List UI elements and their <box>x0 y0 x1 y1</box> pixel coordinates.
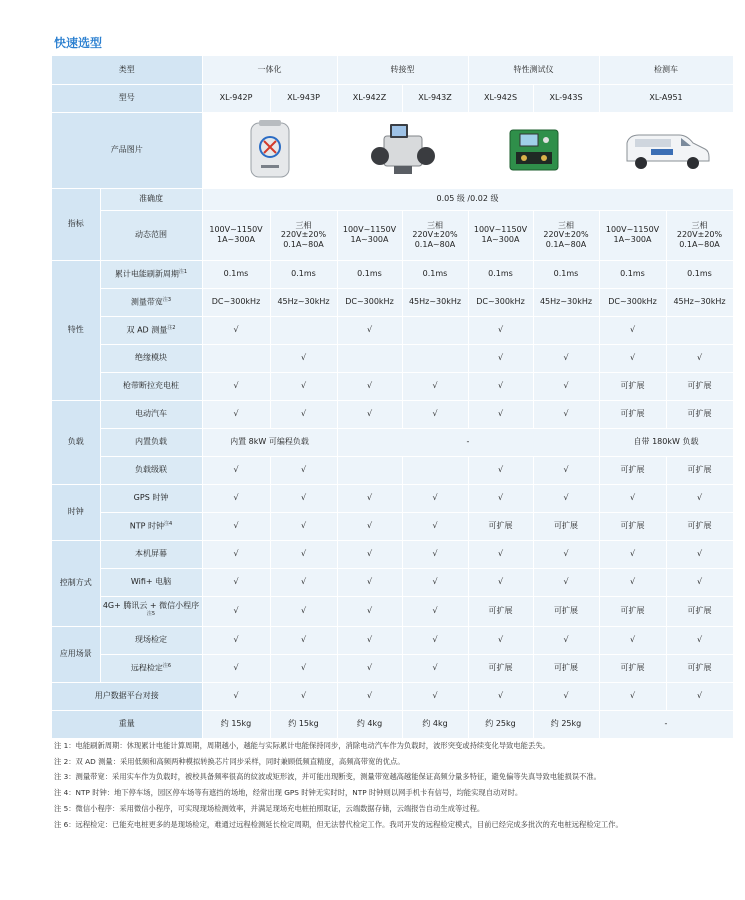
model-label: 型号 <box>52 84 202 112</box>
check-mark: √ <box>202 456 270 484</box>
check-mark: √ <box>533 456 599 484</box>
check-mark: √ <box>270 484 337 512</box>
expandable-text: 可扩展 <box>533 596 599 626</box>
check-mark: √ <box>270 372 337 400</box>
check-mark: √ <box>533 568 599 596</box>
user-platform-label: 用户数据平台对接 <box>52 682 202 710</box>
internal-load-vehicle: 自带 180kW 负载 <box>599 428 733 456</box>
accuracy-label: 准确度 <box>100 188 202 210</box>
expandable-text: 可扩展 <box>599 654 666 682</box>
check-mark: √ <box>599 316 666 344</box>
check-mark: √ <box>468 682 533 710</box>
check-mark: √ <box>468 484 533 512</box>
check-mark: √ <box>402 626 468 654</box>
bandwidth-value: 45Hz~30kHz <box>533 288 599 316</box>
check-mark: √ <box>468 400 533 428</box>
load-cascade-label: 负载级联 <box>100 456 202 484</box>
check-mark: √ <box>402 372 468 400</box>
product-image-row <box>52 112 733 188</box>
check-mark: √ <box>533 484 599 512</box>
gps-row <box>52 484 733 512</box>
check-mark: √ <box>533 626 599 654</box>
expandable-text: 可扩展 <box>599 512 666 540</box>
type-tester: 特性测试仪 <box>468 56 599 84</box>
check-mark: √ <box>202 626 270 654</box>
feature-label: 特性 <box>52 260 100 400</box>
empty-cell <box>402 316 468 344</box>
model-cell: XL-942S <box>468 84 533 112</box>
model-row <box>52 84 733 112</box>
check-mark: √ <box>468 372 533 400</box>
check-mark: √ <box>337 596 402 626</box>
user-platform-row <box>52 682 733 710</box>
gun-switch-label: 枪带断拉充电桩 <box>100 372 202 400</box>
check-mark: √ <box>270 596 337 626</box>
insulation-row <box>52 344 733 372</box>
check-mark: √ <box>468 344 533 372</box>
onsite-label: 现场检定 <box>100 626 202 654</box>
check-mark: √ <box>666 682 733 710</box>
empty-cell <box>270 316 337 344</box>
check-mark: √ <box>533 400 599 428</box>
footnote: 注 2：双 AD 测量：采用低频和高频两种模拟转换芯片同步采样，同时兼顾低频直精度，高频高带宽的优点。 <box>54 756 405 766</box>
product-image-label: 产品图片 <box>52 112 202 188</box>
check-mark: √ <box>337 682 402 710</box>
expandable-text: 可扩展 <box>533 654 599 682</box>
check-mark: √ <box>202 682 270 710</box>
refresh-value: 0.1ms <box>337 260 402 288</box>
refresh-value: 0.1ms <box>468 260 533 288</box>
check-mark: √ <box>402 512 468 540</box>
internal-load-label: 内置负载 <box>100 428 202 456</box>
refresh-value: 0.1ms <box>533 260 599 288</box>
check-mark: √ <box>337 626 402 654</box>
dual-ad-row <box>52 316 733 344</box>
check-mark: √ <box>468 456 533 484</box>
refresh-label: 累计电能刷新周期$^{注1}$ <box>100 260 202 288</box>
check-mark: √ <box>337 316 402 344</box>
check-mark: √ <box>270 512 337 540</box>
refresh-value: 0.1ms <box>599 260 666 288</box>
empty-cell <box>533 316 599 344</box>
gun-switch-row <box>52 372 733 400</box>
check-mark: √ <box>402 654 468 682</box>
adapter-device-image <box>337 112 468 188</box>
wifi-row <box>52 568 733 596</box>
check-mark: √ <box>202 540 270 568</box>
refresh-value: 0.1ms <box>270 260 337 288</box>
check-mark: √ <box>337 540 402 568</box>
load-label: 负载 <box>52 400 100 484</box>
dynamic-range-single: 100V~1150V 1A~300A <box>599 210 666 260</box>
bandwidth-row <box>52 288 733 316</box>
page-title: 快速选型 <box>54 36 103 50</box>
check-mark: √ <box>202 400 270 428</box>
cloud-row <box>52 596 733 626</box>
check-mark: √ <box>202 372 270 400</box>
type-integrated: 一体化 <box>202 56 337 84</box>
weight-value: 约 15kg <box>202 710 270 738</box>
type-row <box>52 56 733 84</box>
empty-cell <box>202 344 270 372</box>
expandable-text: 可扩展 <box>666 512 733 540</box>
ev-row <box>52 400 733 428</box>
check-mark: √ <box>337 372 402 400</box>
scenario-label: 应用场景 <box>52 626 100 682</box>
weight-value: - <box>599 710 733 738</box>
check-mark: √ <box>599 682 666 710</box>
dual-ad-label: 双 AD 测量$^{注2}$ <box>100 316 202 344</box>
check-mark: √ <box>533 344 599 372</box>
internal-load-dash: - <box>337 428 599 456</box>
weight-label: 重量 <box>52 710 202 738</box>
expandable-text: 可扩展 <box>599 456 666 484</box>
check-mark: √ <box>468 540 533 568</box>
check-mark: √ <box>202 596 270 626</box>
footnote: 注 4：NTP 时钟：地下停车场，园区停车场等有遮挡的场地，经常出现 GPS 时钟无实时时，NTP 时钟则以网手机卡有信号，均能实现自动对时。 <box>54 788 523 798</box>
dynamic-range-single: 100V~1150V 1A~300A <box>468 210 533 260</box>
check-mark: √ <box>402 400 468 428</box>
ntp-label: NTP 时钟$^{注4}$ <box>100 512 202 540</box>
check-mark: √ <box>337 400 402 428</box>
model-cell: XL-943P <box>270 84 337 112</box>
accuracy-row <box>52 188 733 210</box>
check-mark: √ <box>202 654 270 682</box>
expandable-text: 可扩展 <box>533 512 599 540</box>
model-cell: XL-943Z <box>402 84 468 112</box>
vehicle-image <box>599 112 733 188</box>
check-mark: √ <box>402 484 468 512</box>
empty-cell <box>402 456 468 484</box>
check-mark: √ <box>402 596 468 626</box>
clock-label: 时钟 <box>52 484 100 540</box>
check-mark: √ <box>666 484 733 512</box>
check-mark: √ <box>402 568 468 596</box>
check-mark: √ <box>202 484 270 512</box>
touch-label: 本机屏幕 <box>100 540 202 568</box>
remote-row <box>52 654 733 682</box>
insulation-label: 绝缘模块 <box>100 344 202 372</box>
wifi-label: Wifi+ 电脑 <box>100 568 202 596</box>
dynamic-range-three: 三相 220V±20% 0.1A~80A <box>402 210 468 260</box>
expandable-text: 可扩展 <box>666 596 733 626</box>
check-mark: √ <box>270 456 337 484</box>
bandwidth-value: DC~300kHz <box>202 288 270 316</box>
weight-value: 约 4kg <box>402 710 468 738</box>
dynamic-range-label: 动态范围 <box>100 210 202 260</box>
empty-cell <box>402 344 468 372</box>
refresh-value: 0.1ms <box>402 260 468 288</box>
load-cascade-row <box>52 456 733 484</box>
footnote: 注 3：测量带宽：采用实车作为负载时，被校具备频率很高的紋波或矩形波，并可能出现断变，测量带宽越高越能保证高频分量多特征，避免偏等失真导致电能损误不准。 <box>54 772 601 782</box>
model-cell: XL-942P <box>202 84 270 112</box>
accuracy-value: 0.05 级 /0.02 级 <box>202 188 733 210</box>
control-label: 控制方式 <box>52 540 100 626</box>
dynamic-range-single: 100V~1150V 1A~300A <box>202 210 270 260</box>
empty-cell <box>337 456 402 484</box>
expandable-text: 可扩展 <box>666 400 733 428</box>
ev-label: 电动汽车 <box>100 400 202 428</box>
weight-value: 约 25kg <box>533 710 599 738</box>
type-label: 类型 <box>52 56 202 84</box>
check-mark: √ <box>202 316 270 344</box>
internal-load-value: 内置 8kW 可编程负载 <box>202 428 337 456</box>
bandwidth-value: 45Hz~30kHz <box>402 288 468 316</box>
check-mark: √ <box>533 540 599 568</box>
refresh-value: 0.1ms <box>666 260 733 288</box>
expandable-text: 可扩展 <box>468 654 533 682</box>
check-mark: √ <box>402 682 468 710</box>
check-mark: √ <box>270 654 337 682</box>
tester-device-image <box>468 112 599 188</box>
expandable-text: 可扩展 <box>468 596 533 626</box>
check-mark: √ <box>270 626 337 654</box>
model-cell: XL-943S <box>533 84 599 112</box>
footnote: 注 1：电能刷新周期：休现累计电能计算周期，周期越小，越能与实际累计电能保持同步，消除电动汽车作为负载时，波形突变或持续变化导致电能丢失。 <box>54 741 550 750</box>
spec-table <box>52 56 734 739</box>
model-cell: XL-A951 <box>599 84 733 112</box>
check-mark: √ <box>468 316 533 344</box>
check-mark: √ <box>337 484 402 512</box>
footnotes <box>54 738 744 832</box>
dynamic-range-three: 三相 220V±20% 0.1A~80A <box>666 210 733 260</box>
weight-value: 约 25kg <box>468 710 533 738</box>
check-mark: √ <box>599 484 666 512</box>
check-mark: √ <box>599 540 666 568</box>
check-mark: √ <box>202 512 270 540</box>
footnote: 注 6：远程检定：已能充电桩更多的是现场检定，难通过远程检测延长检定周期，但无法替代检定工作。我司开发的远程检定模式，目前已经完成多批次的充电桩远程检定工作。 <box>54 819 623 829</box>
check-mark: √ <box>337 568 402 596</box>
check-mark: √ <box>666 568 733 596</box>
expandable-text: 可扩展 <box>468 512 533 540</box>
cloud-label: 4G+ 腾讯云 + 微信小程序$^{注5}$ <box>100 596 202 626</box>
refresh-row <box>52 260 733 288</box>
bandwidth-value: 45Hz~30kHz <box>666 288 733 316</box>
check-mark: √ <box>402 540 468 568</box>
check-mark: √ <box>666 626 733 654</box>
check-mark: √ <box>533 682 599 710</box>
ntp-row <box>52 512 733 540</box>
check-mark: √ <box>270 568 337 596</box>
check-mark: √ <box>666 540 733 568</box>
expandable-text: 可扩展 <box>599 596 666 626</box>
bandwidth-value: DC~300kHz <box>468 288 533 316</box>
onsite-row <box>52 626 733 654</box>
check-mark: √ <box>666 344 733 372</box>
footnote: 注 5：微信小程序：采用微信小程序，可实现现场检测效率，并满足现场充电桩拍照取证，云端数据存储，云端报告自动生成等过程。 <box>54 803 485 813</box>
weight-value: 约 15kg <box>270 710 337 738</box>
integrated-device-image <box>202 112 337 188</box>
check-mark: √ <box>599 344 666 372</box>
empty-cell <box>337 344 402 372</box>
dynamic-range-three: 三相 220V±20% 0.1A~80A <box>533 210 599 260</box>
dynamic-range-single: 100V~1150V 1A~300A <box>337 210 402 260</box>
touch-row <box>52 540 733 568</box>
bandwidth-value: DC~300kHz <box>337 288 402 316</box>
expandable-text: 可扩展 <box>666 456 733 484</box>
gps-label: GPS 时钟 <box>100 484 202 512</box>
weight-row <box>52 710 733 738</box>
expandable-text: 可扩展 <box>599 372 666 400</box>
check-mark: √ <box>337 654 402 682</box>
check-mark: √ <box>270 400 337 428</box>
check-mark: √ <box>599 626 666 654</box>
expandable-text: 可扩展 <box>599 400 666 428</box>
dynamic-range-three: 三相 220V±20% 0.1A~80A <box>270 210 337 260</box>
dynamic-range-row <box>52 210 733 260</box>
weight-value: 约 4kg <box>337 710 402 738</box>
check-mark: √ <box>270 682 337 710</box>
check-mark: √ <box>533 372 599 400</box>
check-mark: √ <box>599 568 666 596</box>
bandwidth-value: 45Hz~30kHz <box>270 288 337 316</box>
type-vehicle: 检测车 <box>599 56 733 84</box>
bandwidth-label: 测量带宽$^{注3}$ <box>100 288 202 316</box>
empty-cell <box>666 316 733 344</box>
indicator-label: 指标 <box>52 188 100 260</box>
check-mark: √ <box>468 626 533 654</box>
expandable-text: 可扩展 <box>666 654 733 682</box>
check-mark: √ <box>468 568 533 596</box>
bandwidth-value: DC~300kHz <box>599 288 666 316</box>
check-mark: √ <box>270 540 337 568</box>
type-adapter: 转接型 <box>337 56 468 84</box>
check-mark: √ <box>202 568 270 596</box>
expandable-text: 可扩展 <box>666 372 733 400</box>
refresh-value: 0.1ms <box>202 260 270 288</box>
check-mark: √ <box>337 512 402 540</box>
remote-label: 远程检定$^{注6}$ <box>100 654 202 682</box>
check-mark: √ <box>270 344 337 372</box>
internal-load-row <box>52 428 733 456</box>
model-cell: XL-942Z <box>337 84 402 112</box>
